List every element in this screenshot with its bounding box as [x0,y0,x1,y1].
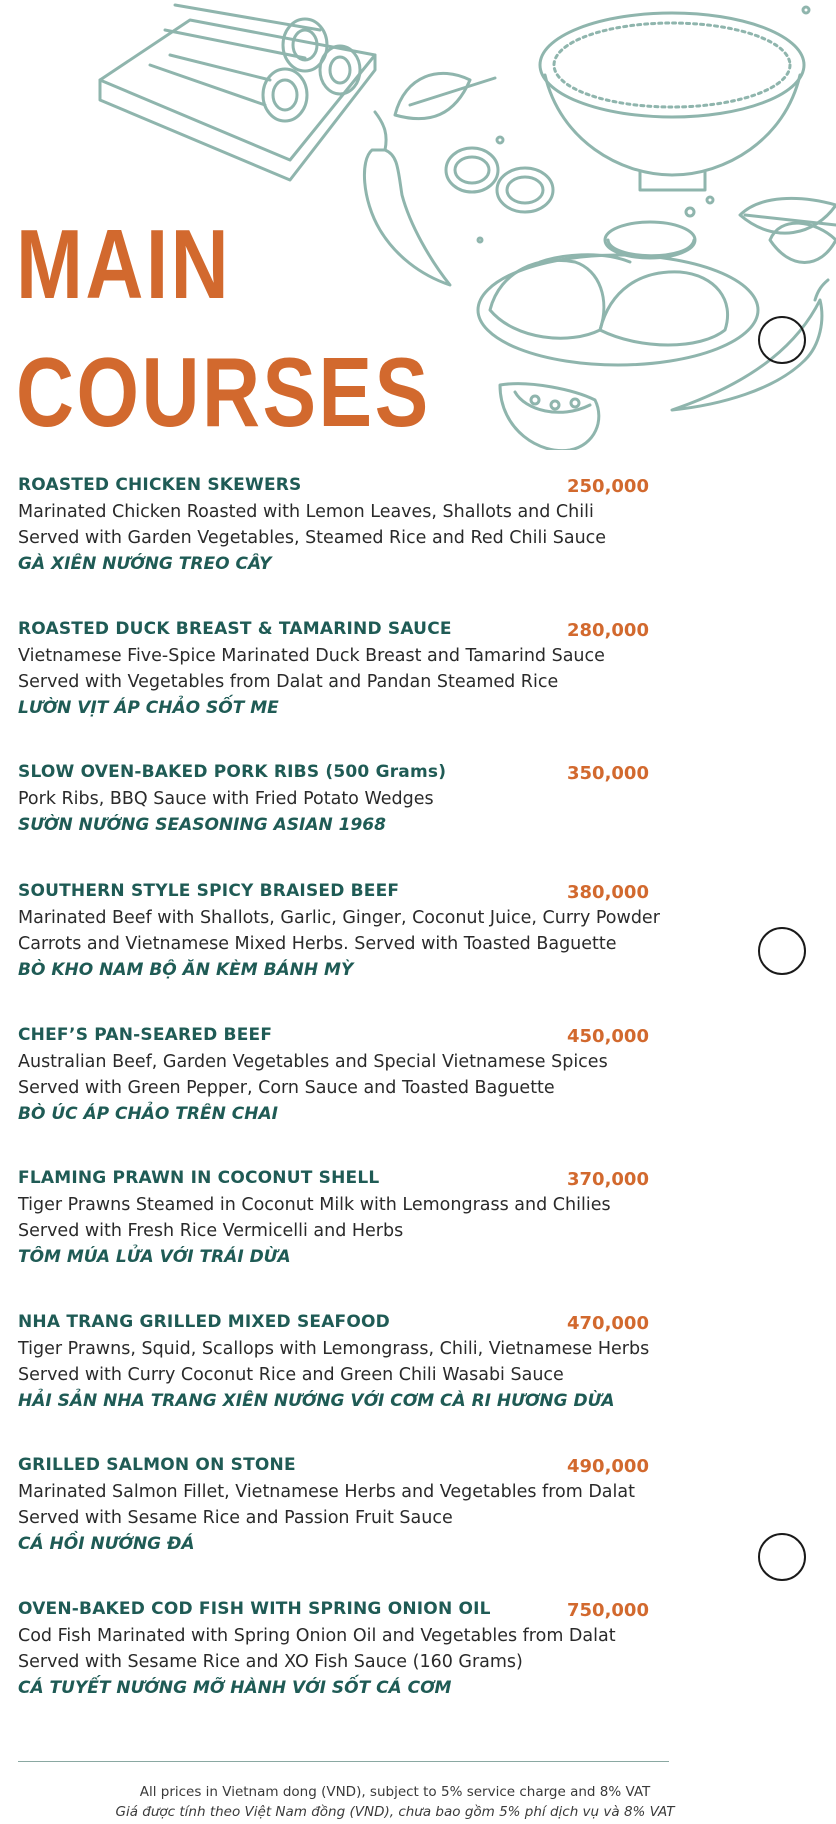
dish-price: 490,000 [567,1456,649,1477]
dish-description: Tiger Prawns, Squid, Scallops with Lemongrass, Chili, Vietnamese Herbs [18,1339,650,1359]
dish-price: 280,000 [567,620,649,641]
dish-vietnamese-name: LƯỜN VỊT ÁP CHẢO SỐT ME [18,698,279,718]
circle-marker-icon[interactable] [758,927,806,975]
dish-name: ROASTED CHICKEN SKEWERS [18,475,302,495]
dish-vietnamese-name: CÁ HỒI NƯỚNG ĐÁ [18,1534,195,1554]
dish-name: SOUTHERN STYLE SPICY BRAISED BEEF [18,881,400,901]
dish-name: ROASTED DUCK BREAST & TAMARIND SAUCE [18,619,452,639]
dish-price: 370,000 [567,1169,649,1190]
dish-vietnamese-name: BÒ KHO NAM BỘ ĂN KÈM BÁNH MỲ [18,960,354,980]
footer-note-vietnamese: Giá được tính theo Việt Nam đồng (VND), chưa bao gồm 5% phí dịch vụ và 8% VAT [115,1804,675,1820]
menu-item [18,762,649,838]
menu-item [18,1599,649,1701]
bowl-icon [540,13,804,190]
dish-price: 450,000 [567,1026,649,1047]
page-title [16,200,431,456]
dish-price: 380,000 [567,882,649,903]
dish-description: Served with Fresh Rice Vermicelli and Herbs [18,1221,404,1241]
menu-item [18,475,649,577]
menu-item [18,1168,649,1270]
dish-vietnamese-name: HẢI SẢN NHA TRANG XIÊN NƯỚNG VỚI CƠM CÀ RI HƯƠNG DỪA [18,1391,615,1411]
dish-price: 350,000 [567,763,649,784]
dish-name: NHA TRANG GRILLED MIXED SEAFOOD [18,1312,390,1332]
dish-description: Vietnamese Five-Spice Marinated Duck Breast and Tamarind Sauce [18,646,605,666]
dish-name: SLOW OVEN-BAKED PORK RIBS (500 Grams) [18,762,447,782]
basil-icon [740,198,836,262]
dish-description: Cod Fish Marinated with Spring Onion Oil and Vegetables from Dalat [18,1626,616,1646]
tomato-icon [500,384,599,450]
dish-name: OVEN-BAKED COD FISH WITH SPRING ONION OIL [18,1599,491,1619]
dish-name: FLAMING PRAWN IN COCONUT SHELL [18,1168,380,1188]
menu-item [18,1455,649,1557]
dish-name: GRILLED SALMON ON STONE [18,1455,296,1475]
dish-vietnamese-name: SƯỜN NƯỚNG SEASONING ASIAN 1968 [18,815,386,835]
footer-divider [18,1761,669,1762]
dish-description: Served with Curry Coconut Rice and Green Chili Wasabi Sauce [18,1365,564,1385]
dish-vietnamese-name: CÁ TUYẾT NƯỚNG MỠ HÀNH VỚI SỐT CÁ CƠM [18,1678,452,1698]
dish-description: Served with Vegetables from Dalat and Pandan Steamed Rice [18,672,559,692]
circle-marker-icon[interactable] [758,1533,806,1581]
dish-description: Marinated Salmon Fillet, Vietnamese Herbs and Vegetables from Dalat [18,1482,635,1502]
dish-description: Carrots and Vietnamese Mixed Herbs. Served with Toasted Baguette [18,934,617,954]
circle-marker-icon[interactable] [758,316,806,364]
dish-description: Served with Garden Vegetables, Steamed Rice and Red Chili Sauce [18,528,607,548]
menu-item [18,1025,649,1127]
dish-price: 250,000 [567,476,649,497]
dish-description: Marinated Chicken Roasted with Lemon Leaves, Shallots and Chili [18,502,594,522]
dish-vietnamese-name: GÀ XIÊN NƯỚNG TREO CÂY [18,554,272,574]
menu-item [18,619,649,721]
spring-rolls-icon [100,5,375,180]
dish-name: CHEF’S PAN-SEARED BEEF [18,1025,273,1045]
dish-vietnamese-name: TÔM MÚA LỬA VỚI TRÁI DỪA [18,1247,291,1267]
leaf-icon [395,73,495,118]
dish-description: Served with Green Pepper, Corn Sauce and Toasted Baguette [18,1078,555,1098]
dish-description: Pork Ribs, BBQ Sauce with Fried Potato Wedges [18,789,434,809]
dish-description: Australian Beef, Garden Vegetables and Special Vietnamese Spices [18,1052,608,1072]
dish-description: Served with Sesame Rice and XO Fish Sauce (160 Grams) [18,1652,523,1672]
dish-description: Tiger Prawns Steamed in Coconut Milk with Lemongrass and Chilies [18,1195,611,1215]
dish-vietnamese-name: BÒ ÚC ÁP CHẢO TRÊN CHAI [18,1104,278,1124]
dish-price: 470,000 [567,1313,649,1334]
title-line-2: COURSES [16,337,431,447]
dish-description: Marinated Beef with Shallots, Garlic, Ginger, Coconut Juice, Curry Powder [18,908,660,928]
dish-description: Served with Sesame Rice and Passion Fruit Sauce [18,1508,453,1528]
title-line-1: MAIN [16,209,232,319]
menu-item [18,881,660,983]
dumplings-icon [478,222,758,365]
dish-price: 750,000 [567,1600,649,1621]
footer-note-english: All prices in Vietnam dong (VND), subject to 5% service charge and 8% VAT [139,1784,651,1800]
menu-item [18,1312,650,1414]
